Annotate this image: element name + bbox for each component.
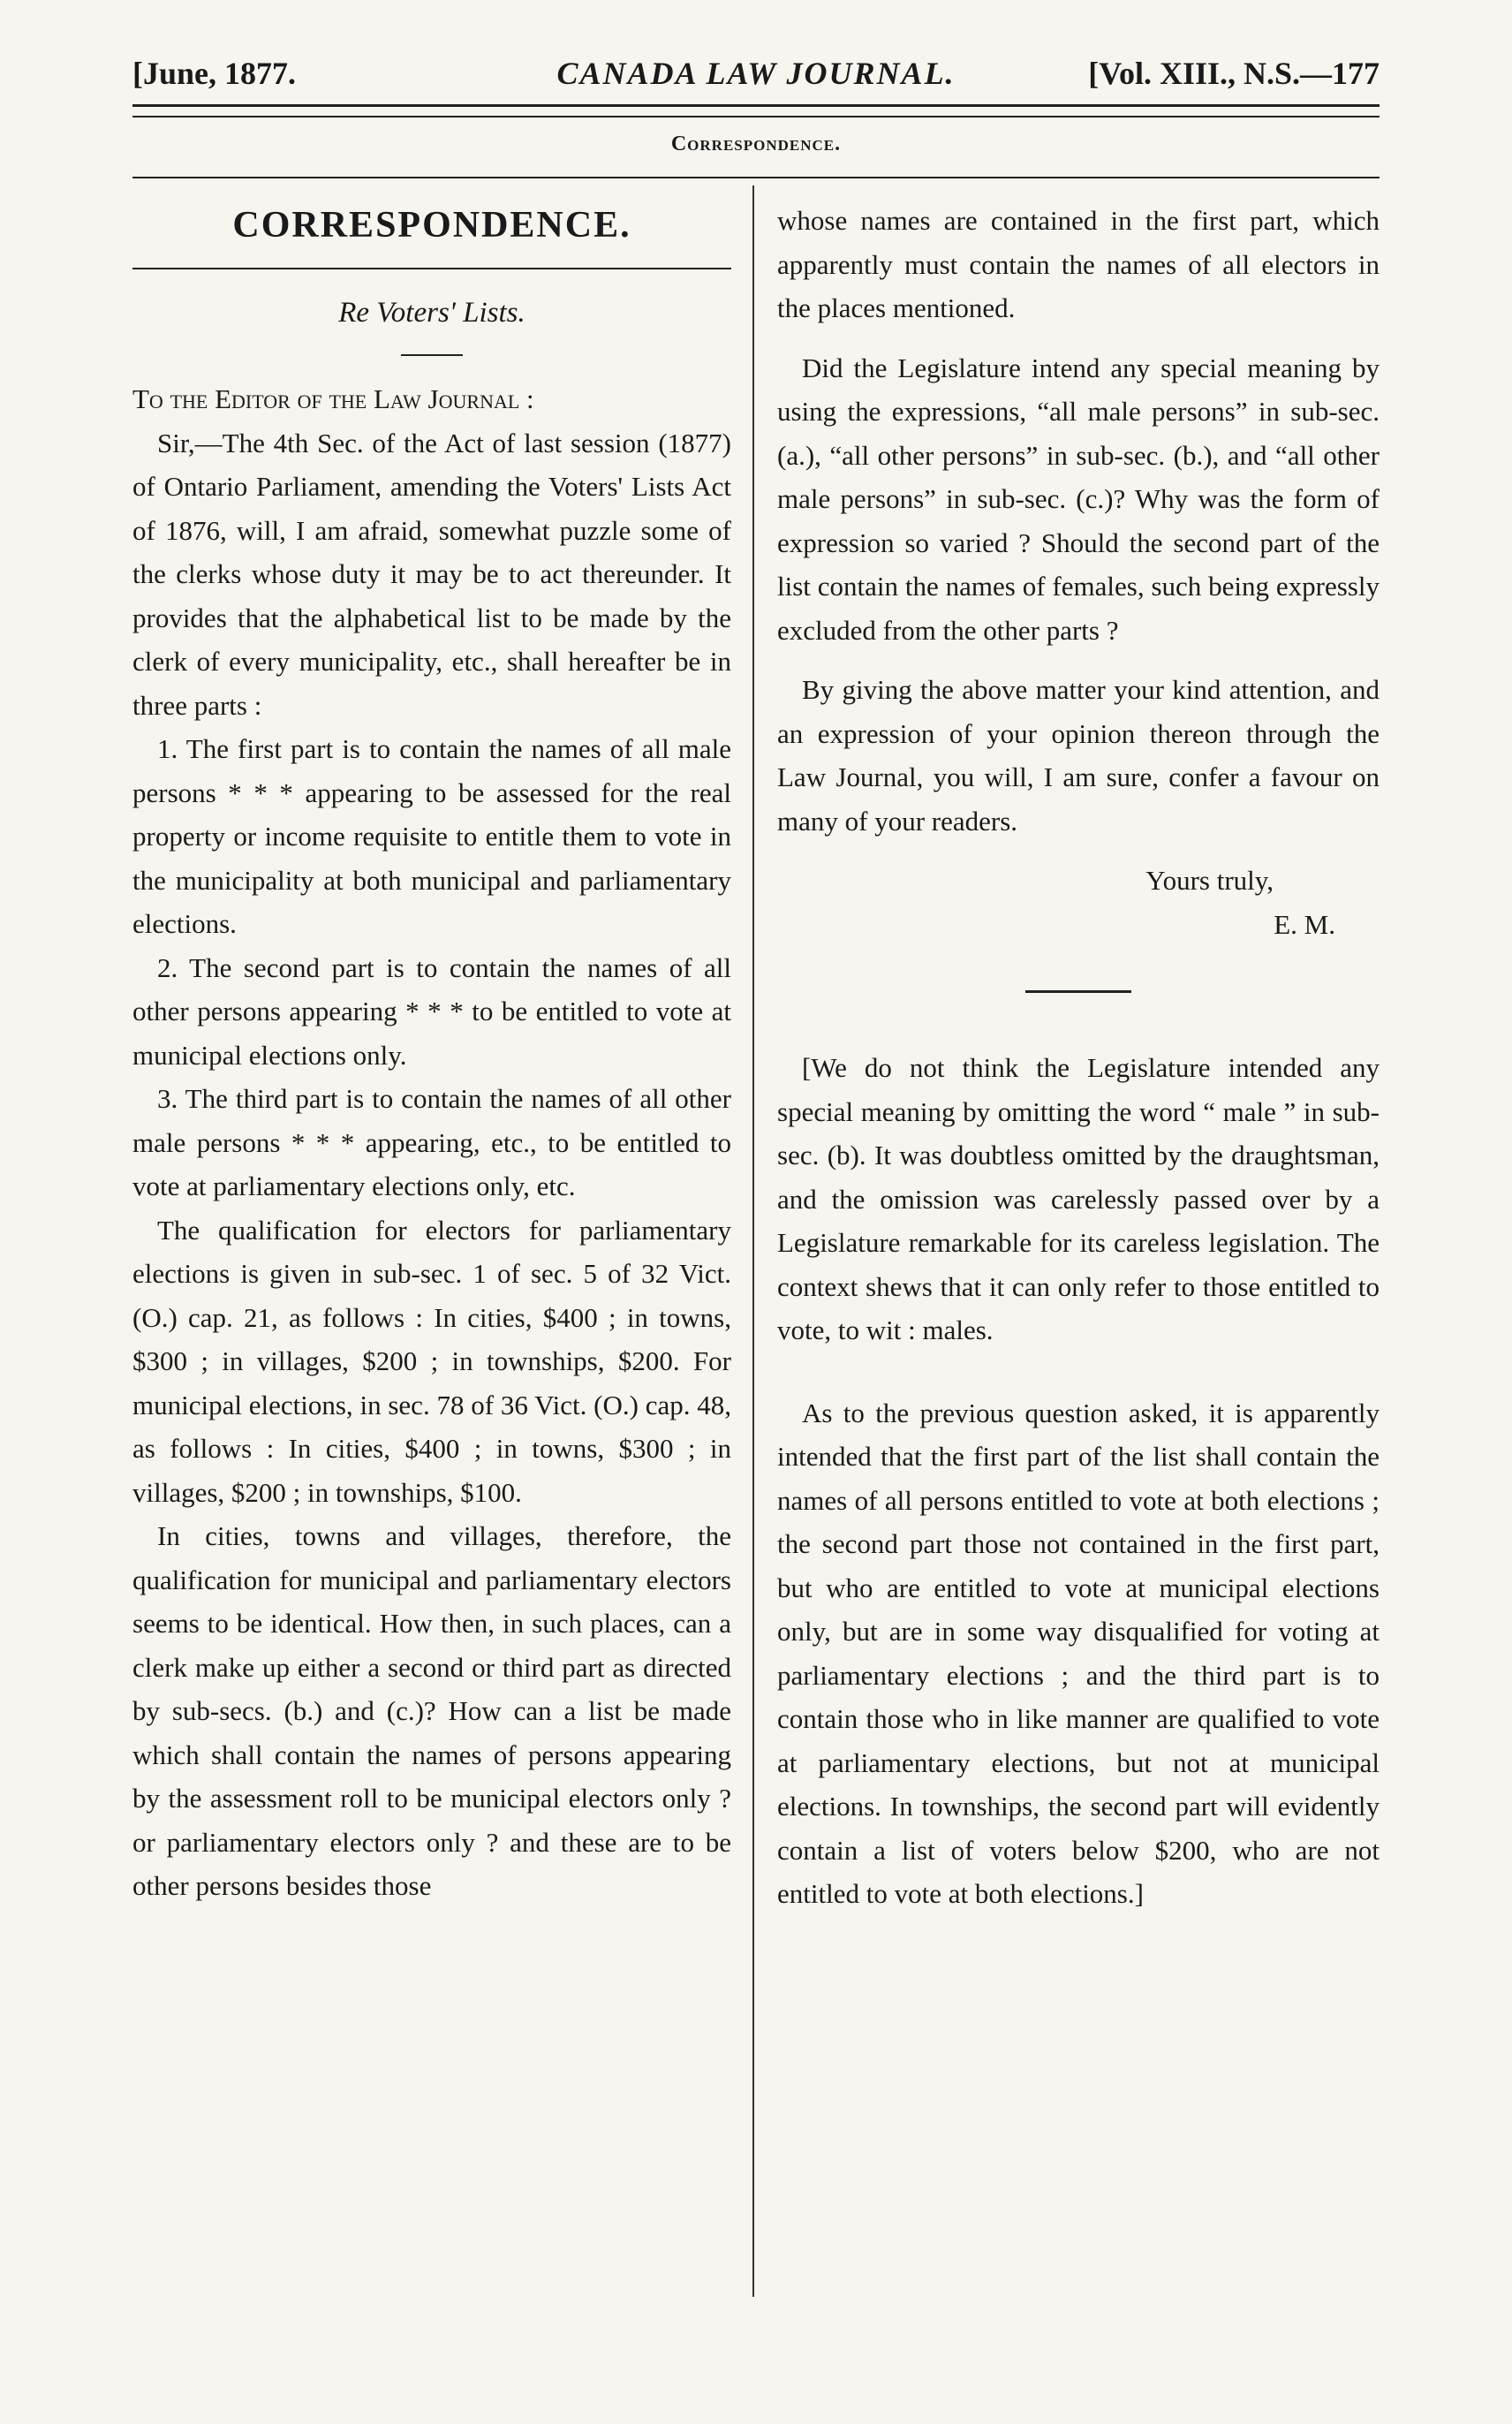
paragraph: 1. The first part is to contain the names of all male persons * * * appearing to be assessed for the real property or income requisite to entitle them to vote in the municipality at both municipal and parliamentary elections. — [132, 733, 731, 939]
paragraph: Sir,—The 4th Sec. of the Act of last session (1877) of Ontario Parliament, amending the Voters' Lists Act of 1876, will, I am afraid, somewhat puzzle some of the clerks whose duty it may be to act thereunder. It provides that the alphabetical list to be made by the clerk of every municipality, etc., shall hereafter be in three parts : — [132, 427, 731, 721]
article-subheading: Re Voters' Lists. — [338, 297, 525, 329]
heading-rule — [132, 268, 731, 269]
paragraph: The qualification for electors for parliamentary elections is given in sub-sec. 1 of sec. 5 of 32 Vict. (O.) cap. 21, as follows : In cities, $400 ; in towns, $300 ; in villages, $200 ; in townships, $200. For municipal elections, in sec. 78 of 36 Vict. (O.) cap. 48, as follows : In cities, $400 ; in towns, $300 ; in villages, $200 ; in townships, $100. — [132, 1214, 731, 1508]
header-rule — [132, 104, 1380, 117]
editor-note: [We do not think the Legislature intended any special meaning by omitting the word “ male ” in sub-sec. (b). It was doubtless omitted by the draughtsman, and the omission was carelessly passed over by a Legislature remarkable for its careless legislation. The context shews that it can only refer to those entitled to vote, to wit : males. — [777, 1052, 1380, 1345]
editor-note: As to the previous question asked, it is apparently intended that the first part of the list shall contain the names of all persons entitled to vote at both elections ; the second part those not contained in the first part, but who are entitled to vote at municipal elections only, but are in some way disqualified for voting at parliamentary elections ; and the third part is to contain those who in like manner are qualified to vote at parliamentary elections, but not at municipal elections. In townships, the second part will evidently contain a list of voters below $200, who are not entitled to vote at both elections.] — [777, 1397, 1380, 1909]
running-head — [132, 55, 1380, 99]
salutation: To the Editor of the Law Journal : — [132, 383, 534, 414]
paragraph: In cities, towns and villages, therefore, the qualification for municipal and parliamentary electors seems to be identical. How then, in such places, can a clerk make up either a second or third part as directed by sub-secs. (b.) and (c.)? How can a list be made which shall contain the names of persons appearing by the assessment roll to be municipal electors only ? or parliamentary electors only ? and these are to be other persons besides those — [132, 1520, 731, 1901]
volume-page: [Vol. XIII., N.S.—177 — [1088, 56, 1380, 91]
signature: E. M. — [1274, 908, 1335, 940]
paragraph: 3. The third part is to contain the names of all other male persons * * * appearing, etc., to be entitled to vote at parliamentary elections only, etc. — [132, 1083, 731, 1201]
section-label: Correspondence. — [670, 133, 842, 155]
journal-title: CANADA LAW JOURNAL. — [556, 56, 956, 91]
paragraph: 2. The second part is to contain the names of all other persons appearing * * * to be entitled to vote at municipal elections only. — [132, 951, 731, 1071]
column-divider — [752, 186, 754, 2297]
issue-date: [June, 1877. — [132, 56, 297, 91]
paragraph: whose names are contained in the first part, which apparently must contain the names of all electors in the places mentioned. — [777, 205, 1380, 323]
article-heading: CORRESPONDENCE. — [232, 205, 631, 246]
closing: Yours truly, — [1145, 865, 1274, 896]
subheading-rule — [401, 354, 463, 356]
paragraph: Did the Legislature intend any special meaning by using the expressions, “all male persons” in sub-sec. (a.), “all other persons” in sub-sec. (b.), and “all other male persons” in sub-sec. (c.)? Why was the form of expression so varied ? Should the second part of the list contain the names of females, such being expressly excluded from the other parts ? — [777, 352, 1380, 646]
separator-rule — [1025, 990, 1131, 993]
right-column — [777, 199, 1380, 1916]
section-rule — [132, 177, 1380, 178]
paragraph: By giving the above matter your kind attention, and an expression of your opinion thereon through the Law Journal, you will, I am sure, confer a favour on many of your readers. — [777, 674, 1380, 837]
left-column — [132, 199, 731, 1908]
